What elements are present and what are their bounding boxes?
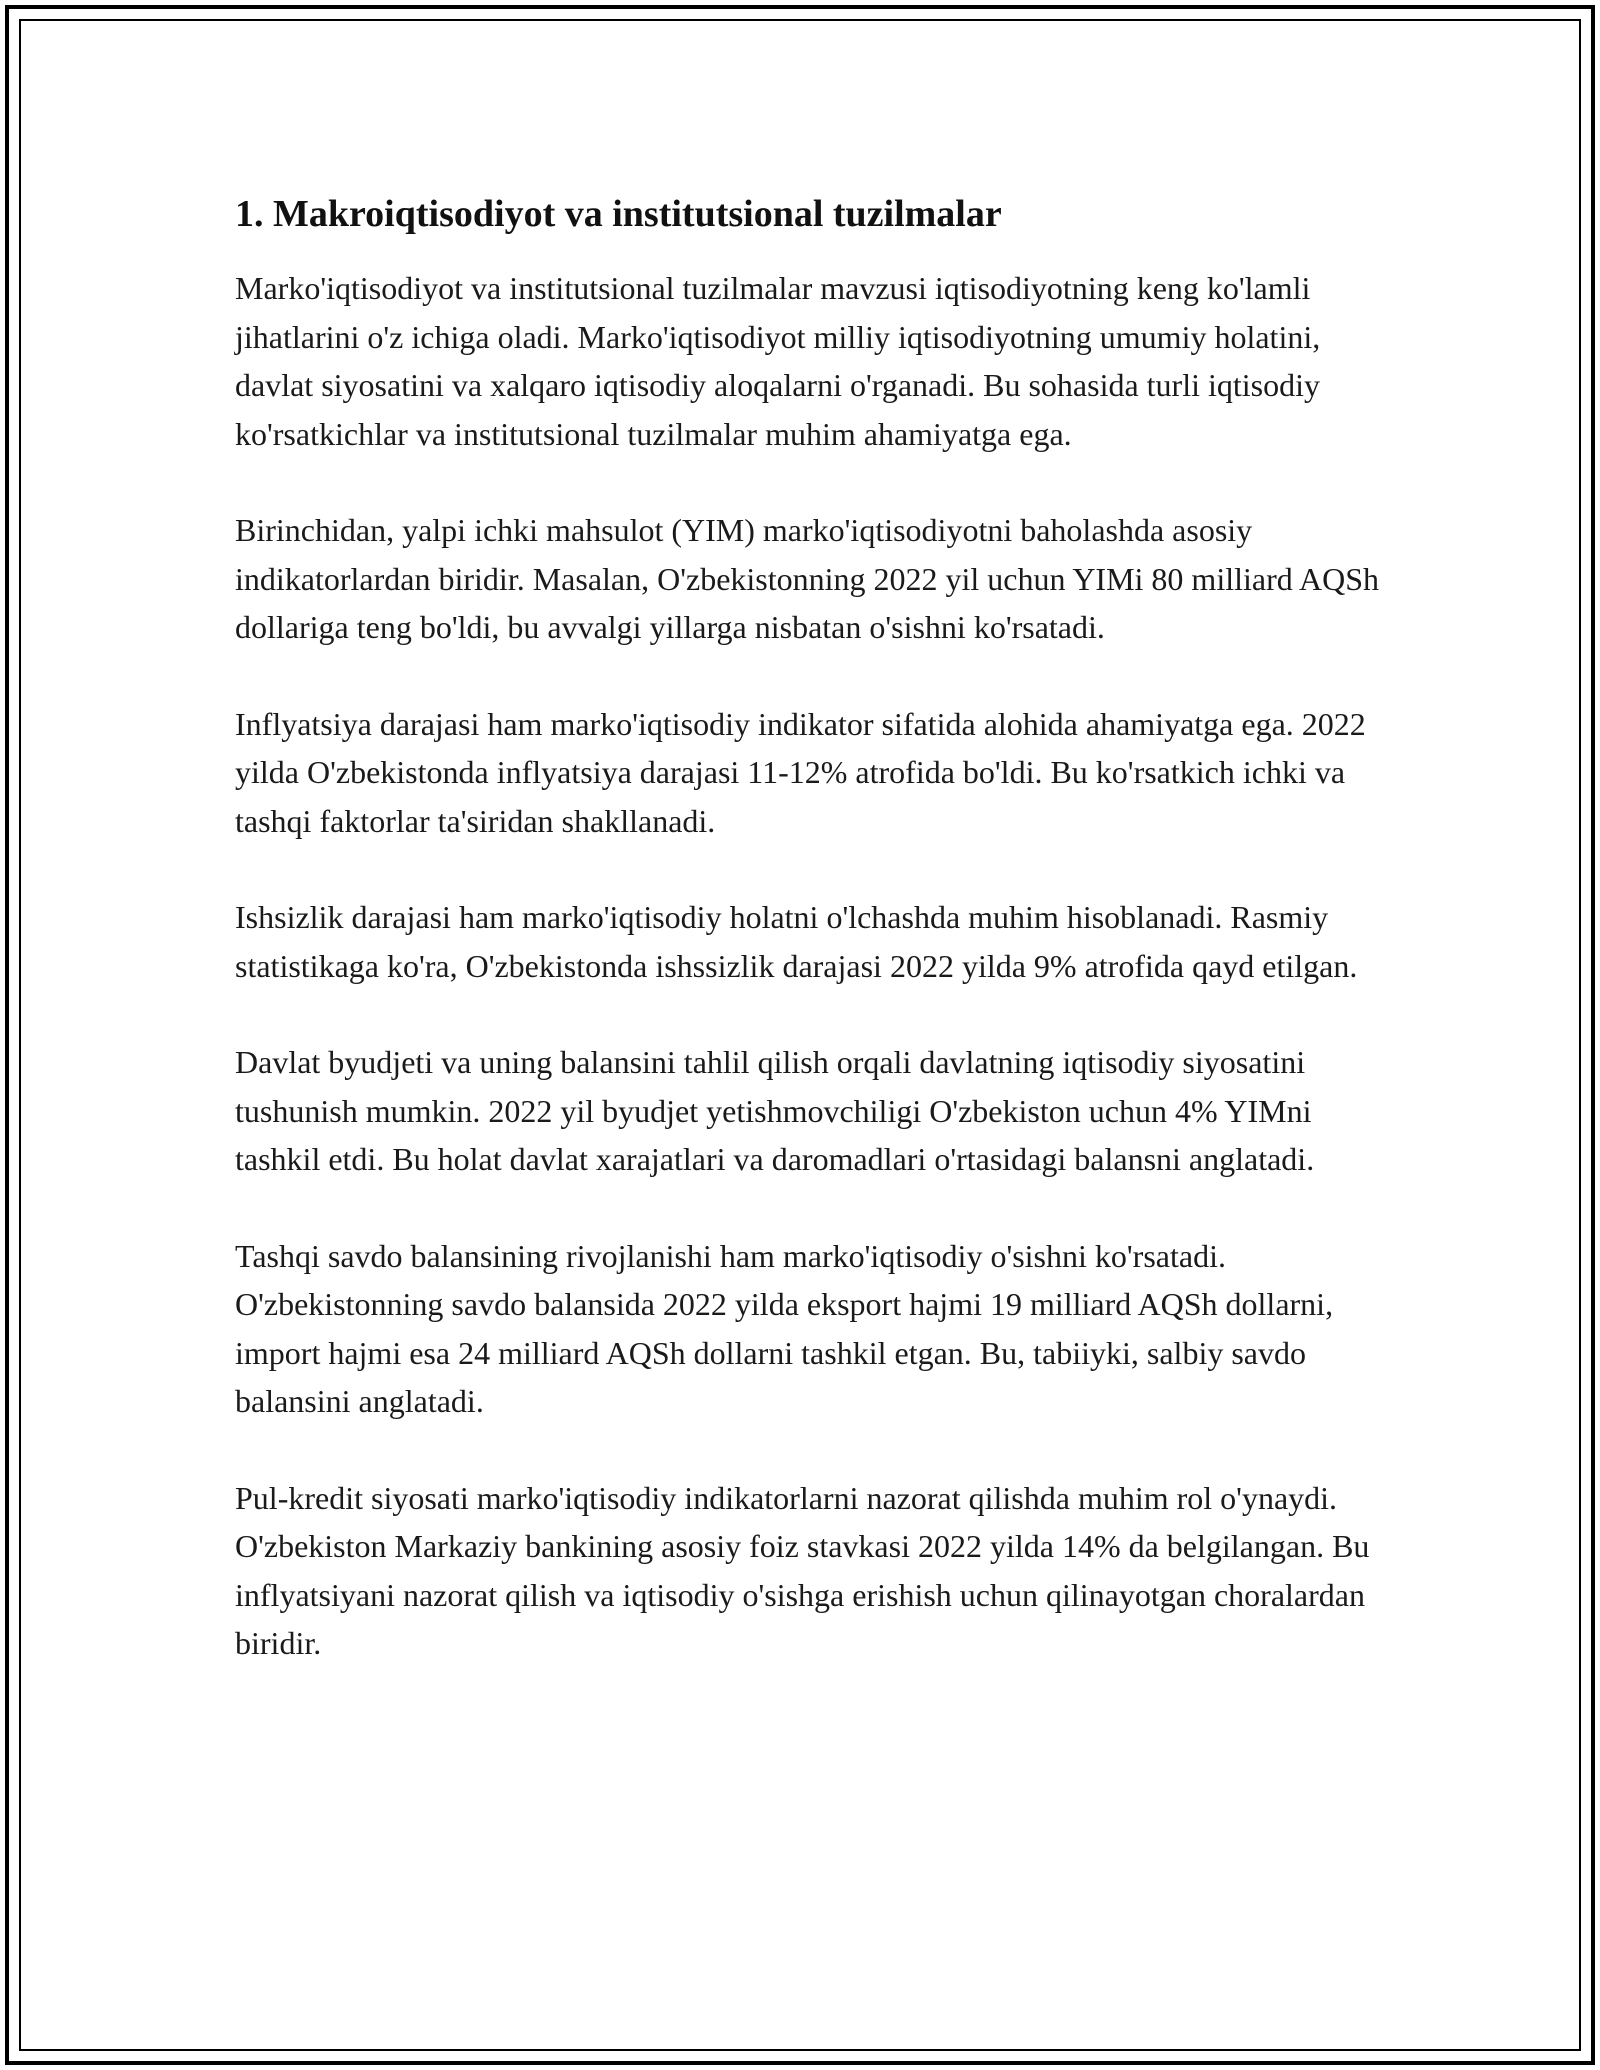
paragraph-unemployment: Ishsizlik darajasi ham marko'iqtisodiy holatni o'lchashda muhim hisoblanadi. Rasmiy statistikaga ko'ra, O'zbekistonda ishssizlik darajasi 2022 yilda 9% atrofida qayd etilgan. [235,899,1358,984]
paragraph-budget: Davlat byudjeti va uning balansini tahlil qilish orqali davlatning iqtisodiy siyosatini tushunish mumkin. 2022 yil byudjet yetishmovchiligi O'zbekiston uchun 4% YIMni tashkil etdi. Bu holat davlat xarajatlari va daromadlari o'rtasidagi balansni anglatadi. [235,1044,1315,1177]
paragraph-monetary: Pul-kredit siyosati marko'iqtisodiy indikatorlarni nazorat qilishda muhim rol o'ynaydi. O'zbekiston Markaziy bankining asosiy foiz stavkasi 2022 yilda 14% da belgilangan. Bu inflyatsiyani nazorat qilish va iqtisodiy o'sishga erishish uchun qilinayotgan choralardan biridir. [235,1479,1370,1661]
paragraph-intro: Marko'iqtisodiyot va institutsional tuzilmalar mavzusi iqtisodiyotning keng ko'lamli jihatlarini o'z ichiga oladi. Marko'iqtisodiyot milliy iqtisodiyotning umumiy holatini, davlat siyosatini va xalqaro iqtisodiy aloqalarni o'rganadi. Bu sohasida turli iqtisodiy ko'rsatkichlar va institutsional tuzilmalar muhim ahamiyatga ega. [235,270,1321,452]
paragraph-trade: Tashqi savdo balansining rivojlanishi ham marko'iqtisodiy o'sishni ko'rsatadi. O'zbekistonning savdo balansida 2022 yilda eksport hajmi 19 milliard AQSh dollarni, import hajmi esa 24 milliard AQSh dollarni tashkil etgan. Bu, tabiiyki, salbiy savdo balansini anglatadi. [235,1237,1334,1419]
paragraph-inflation: Inflyatsiya darajasi ham marko'iqtisodiy indikator sifatida alohida ahamiyatga ega. 2022 yilda O'zbekistonda inflyatsiya darajasi 11-12% atrofida bo'ldi. Bu ko'rsatkich ichki va tashqi faktorlar ta'siridan shakllanadi. [235,705,1366,839]
section-heading: 1. Makroiqtisodiyot va institutsional tuzilmalar [235,193,1002,235]
document-body [235,186,1385,1716]
paragraph-gdp: Birinchidan, yalpi ichki mahsulot (YIM) marko'iqtisodiyotni baholashda asosiy indikatorlardan biridir. Masalan, O'zbekistonning 2022 yil uchun YIMi 80 milliard AQSh dollariga teng bo'ldi, bu avvalgi yillarga nisbatan o'sishni ko'rsatadi. [235,512,1379,645]
